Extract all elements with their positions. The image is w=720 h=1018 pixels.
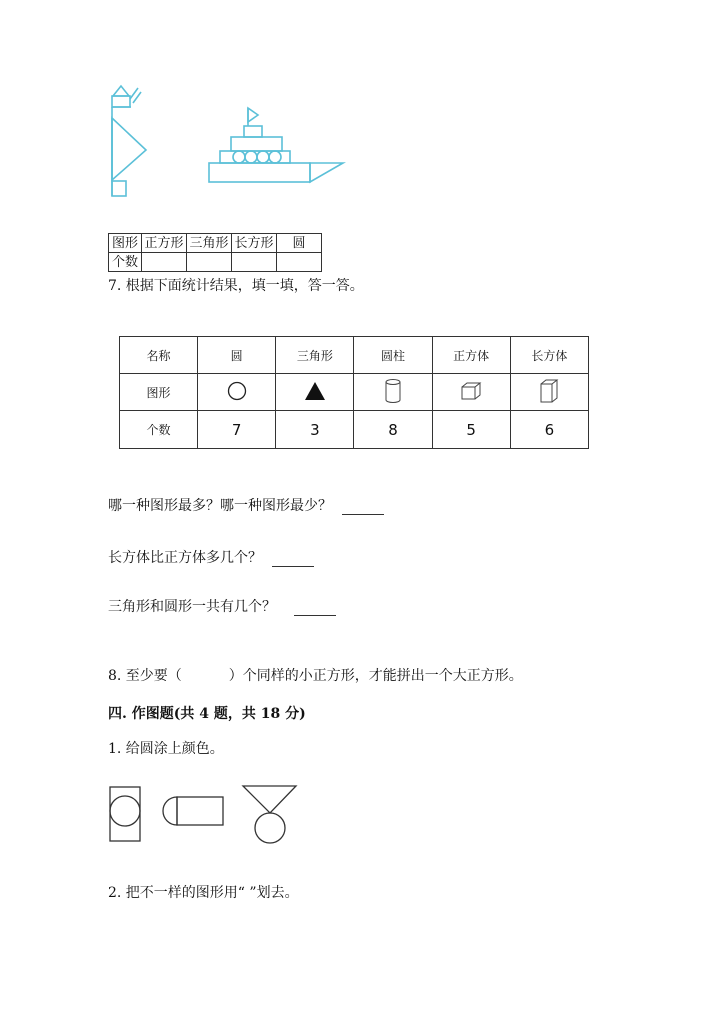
circle-shape-icon	[227, 381, 247, 401]
header-circle: 圆	[277, 234, 322, 253]
question-7-1	[108, 497, 384, 515]
answer-blank-7-1[interactable]	[342, 500, 384, 515]
stats-name-label: 名称	[120, 337, 198, 374]
row-label-count: 个数	[109, 253, 142, 272]
question-8-suffix: ）个同样的小正方形，才能拼出一个大正方形。	[228, 668, 523, 684]
answer-cell-triangle[interactable]	[187, 253, 232, 272]
circle-coloring-figures[interactable]	[0, 782, 720, 852]
stats-name-cuboid: 长方体	[510, 337, 588, 374]
answer-blank-7-3[interactable]	[294, 601, 336, 616]
triangle-shape-icon	[304, 381, 326, 401]
question-8-prefix: 8. 至少要（	[108, 668, 182, 684]
tangram-figure-drawing	[0, 0, 720, 220]
stats-name-circle: 圆	[198, 337, 276, 374]
stats-name-triangle: 三角形	[276, 337, 354, 374]
question-8	[108, 667, 523, 685]
question-7-2-text: 长方体比正方体多几个？	[108, 550, 262, 566]
count-circle: 7	[198, 411, 276, 449]
stats-name-cylinder: 圆柱	[354, 337, 432, 374]
section-4-question-2: 2. 把不一样的图形用“ ”划去。	[108, 885, 299, 901]
answer-cell-circle[interactable]	[277, 253, 322, 272]
count-cube: 5	[432, 411, 510, 449]
count-cuboid: 6	[510, 411, 588, 449]
count-cylinder: 8	[354, 411, 432, 449]
cuboid-shape-icon	[539, 378, 559, 404]
stats-shape-label: 图形	[120, 374, 198, 411]
triangle-shape-cell	[276, 374, 354, 411]
circle-shape-cell	[198, 374, 276, 411]
shape-count-table	[108, 233, 322, 272]
question-7-3-text: 三角形和圆形一共有几个？	[108, 599, 276, 615]
answer-cell-square[interactable]	[142, 253, 187, 272]
statistics-table	[119, 336, 589, 449]
question-7-2	[108, 549, 314, 567]
cuboid-shape-cell	[510, 374, 588, 411]
count-triangle: 3	[276, 411, 354, 449]
question-7-title: 7. 根据下面统计结果，填一填，答一答。	[108, 278, 364, 294]
header-shape: 图形	[109, 234, 142, 253]
stats-count-label: 个数	[120, 411, 198, 449]
cylinder-shape-cell	[354, 374, 432, 411]
answer-cell-rectangle[interactable]	[232, 253, 277, 272]
cube-shape-cell	[432, 374, 510, 411]
cylinder-shape-icon	[384, 378, 402, 404]
section-4-title: 四. 作图题(共 4 题，共 18 分)	[108, 706, 306, 722]
question-7-3	[108, 598, 336, 616]
section-4-question-1: 1. 给圆涂上颜色。	[108, 741, 224, 757]
header-square: 正方形	[142, 234, 187, 253]
header-triangle: 三角形	[187, 234, 232, 253]
stats-name-cube: 正方体	[432, 337, 510, 374]
header-rectangle: 长方形	[232, 234, 277, 253]
answer-blank-7-2[interactable]	[272, 552, 314, 567]
question-7-1-text: 哪一种图形最多？哪一种图形最少？	[108, 498, 332, 514]
cube-shape-icon	[460, 381, 482, 401]
